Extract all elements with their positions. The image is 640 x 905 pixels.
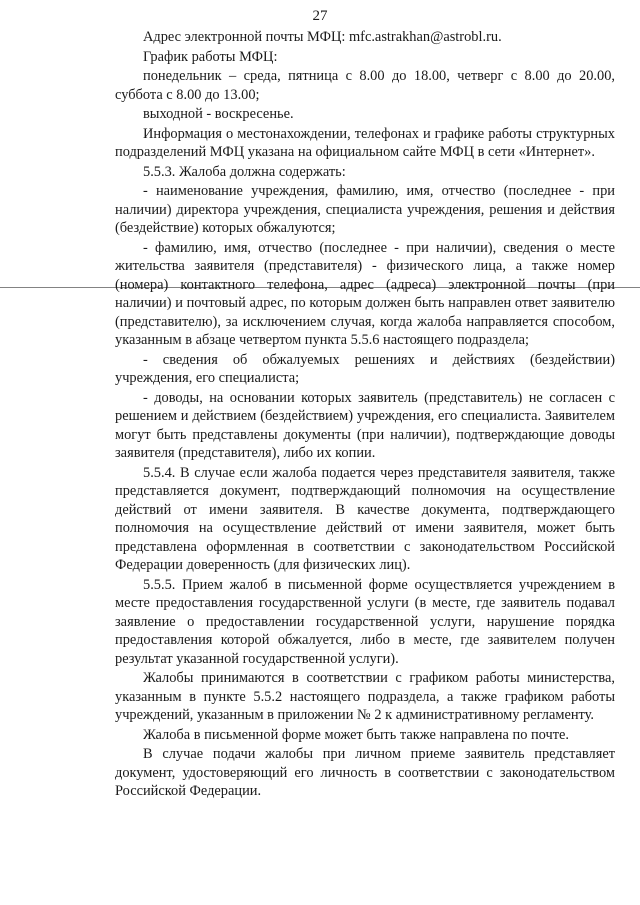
paragraph-accept-schedule: Жалобы принимаются в соответствии с графиком работы министерства, указанным в пункте 5.5.2 настоящего подраздела, а также графиком работы учреждений, указанным в приложении № 2 к административному регламенту.: [115, 670, 615, 723]
paragraph-email: Адрес электронной почты МФЦ: mfc.astrakhan@astrobl.ru.: [143, 29, 502, 45]
paragraph-schedule-title: График работы МФЦ:: [143, 48, 278, 65]
document-body: [115, 28, 615, 802]
paragraph-5-5-4: 5.5.4. В случае если жалоба подается через представителя заявителя, также представляется документ, подтверждающий полномочия на осуществление действий от имени заявителя. В качестве документа, подтверждающего полномочия на осуществление действий от имени заявителя, может быть представлена оформленная в соответствии с законодательством Российской Федерации доверенность (для физических лиц).: [115, 464, 615, 573]
paragraph-day-off: выходной - воскресенье.: [143, 106, 294, 122]
paragraph-complaint-item-2: - фамилию, имя, отчество (последнее - при наличии), сведения о месте жительства заявителя (представителя) - физического лица, а также номер (номера) контактного телефона, адрес (адреса) электронной почты (при наличии) и почтовый адрес, по которым должен быть направлен ответ заявителю (представителю), за исключением случая, когда жалоба направляется способом, указанным в абзаце четвертом пункта 5.5.6 настоящего подраздела;: [115, 239, 615, 348]
paragraph-complaint-item-3: - сведения об обжалуемых решениях и действиях (бездействии) учреждения, его специалиста;: [115, 351, 615, 386]
paragraph-personal-reception: В случае подачи жалобы при личном приеме заявитель представляет документ, удостоверяющий его личность в соответствии с законодательством Российской Федерации.: [115, 746, 615, 799]
page-number: 27: [312, 8, 328, 24]
paragraph-info: Информация о местонахождении, телефонах и графике работы структурных подразделений МФЦ указана на официальном сайте МФЦ в сети «Интернет».: [115, 125, 615, 160]
paragraph-by-mail: Жалоба в письменной форме может быть также направлена по почте.: [143, 726, 570, 743]
paragraph-5-5-3: 5.5.3. Жалоба должна содержать:: [143, 163, 346, 180]
paragraph-schedule-hours: понедельник – среда, пятница с 8.00 до 18.00, четверг с 8.00 до 20.00, суббота с 8.00 до 13.00;: [115, 68, 615, 103]
paragraph-complaint-item-4: - доводы, на основании которых заявитель (представитель) не согласен с решением и действием (бездействием) учреждения, его специалиста. Заявителем могут быть представлены документы (при наличии), подтверждающие доводы заявителя (представителя), либо их копии.: [115, 389, 615, 461]
paragraph-5-5-5: 5.5.5. Прием жалоб в письменной форме осуществляется учреждением в месте предоставления государственной услуги (в месте, где заявитель подавал заявление о предоставлении государственной услуги, нарушение порядка предоставления которой обжалуется, либо в месте, где заявителем получен результат указанной государственной услуги).: [115, 576, 615, 667]
paragraph-complaint-item-1: - наименование учреждения, фамилию, имя, отчество (последнее - при наличии) директора учреждения, специалиста учреждения, решения и действия (бездействие) которых обжалуются;: [115, 183, 615, 236]
